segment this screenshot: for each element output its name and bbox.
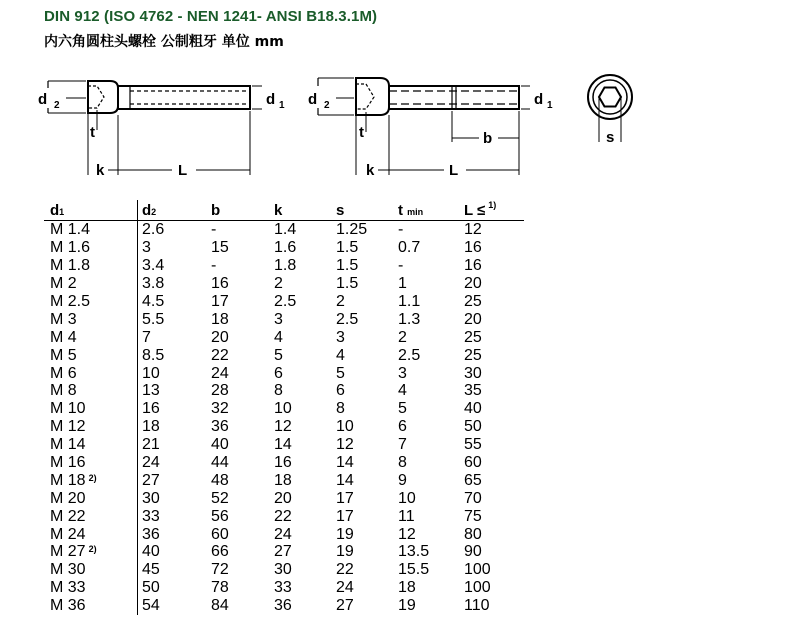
cell-t: 19 — [398, 597, 416, 615]
cell-d2: 50 — [142, 579, 160, 597]
cell-L: 75 — [464, 507, 482, 525]
cell-L: 50 — [464, 418, 482, 436]
table-row — [44, 489, 524, 507]
cell-b: 60 — [211, 525, 229, 543]
label-b-right: b — [483, 130, 493, 147]
cell-b: 18 — [211, 310, 229, 328]
cell-L: 25 — [464, 328, 482, 346]
label-L-right: L — [449, 162, 459, 179]
cell-k: 10 — [274, 400, 292, 418]
cell-L: 25 — [464, 346, 482, 364]
cell-d2: 27 — [142, 471, 160, 489]
cell-t: 18 — [398, 579, 416, 597]
cell-s: 1.25 — [336, 221, 368, 239]
column-header: s — [336, 200, 398, 221]
table-row — [44, 400, 524, 418]
cell-L: 100 — [464, 561, 491, 579]
column-header: t min — [398, 200, 464, 221]
cell-k: 30 — [274, 561, 292, 579]
label-d2-left: d — [38, 91, 48, 108]
label-k-right: k — [366, 162, 375, 179]
cell-d1: M 27 $^{2)}$ — [44, 543, 138, 561]
cell-d1: M 1.4 — [44, 221, 138, 239]
footnote-marker: 2) — [88, 472, 97, 483]
cell-k: 20 — [274, 489, 292, 507]
cell-b: 16 — [211, 275, 229, 293]
cell-L: 100 — [464, 579, 491, 597]
label-d1-right: d — [534, 91, 544, 108]
cell-d2: 33 — [142, 507, 160, 525]
cell-s: 14 — [336, 454, 354, 472]
cell-s: 22 — [336, 561, 354, 579]
cell-b: 28 — [211, 382, 229, 400]
table-row — [44, 275, 524, 293]
cell-d2: 21 — [142, 436, 160, 454]
cell-t: 3 — [398, 364, 407, 382]
cell-t: 1.1 — [398, 293, 421, 310]
table-row — [44, 436, 524, 454]
cell-t: 9 — [398, 471, 407, 489]
cell-d1: M 10 — [44, 400, 138, 418]
label-d1-left: d — [266, 91, 276, 108]
cell-s: 3 — [336, 328, 345, 346]
cell-k: 14 — [274, 436, 292, 454]
cell-s: 2.5 — [336, 310, 359, 328]
cell-d2: 8.5 — [142, 346, 165, 364]
cell-L: 60 — [464, 454, 482, 472]
cell-b: 84 — [211, 597, 229, 615]
cell-s: 1.5 — [336, 239, 359, 257]
page-title: DIN 912 (ISO 4762 - NEN 1241- ANSI B18.3.1M) — [44, 8, 378, 25]
cell-t: 2.5 — [398, 346, 421, 364]
dimension-table — [44, 200, 524, 615]
cell-d1: M 8 — [44, 382, 138, 400]
cell-d1: M 1.6 — [44, 239, 138, 257]
cell-d1: M 36 — [44, 597, 138, 615]
cell-t: 4 — [398, 382, 407, 400]
cell-k: 2 — [274, 275, 283, 293]
label-d1-right-sub: 1 — [547, 100, 553, 111]
label-d2-right-sub: 2 — [324, 100, 330, 111]
cell-k: 1.6 — [274, 239, 297, 257]
cell-s: 8 — [336, 400, 345, 418]
cell-b: 48 — [211, 471, 229, 489]
cell-d2: 18 — [142, 418, 160, 436]
cell-k: 1.4 — [274, 221, 297, 239]
cell-d1: M 30 — [44, 561, 138, 579]
cell-s: 14 — [336, 471, 354, 489]
label-s: s — [606, 129, 615, 146]
cell-b: 32 — [211, 400, 229, 418]
table-row — [44, 239, 524, 257]
cell-d2: 4.5 — [142, 293, 165, 310]
cell-t: - — [398, 257, 404, 275]
cell-L: 20 — [464, 275, 482, 293]
cell-t: 8 — [398, 454, 407, 472]
bolt-drawings — [0, 0, 800, 200]
cell-k: 16 — [274, 454, 292, 472]
cell-s: 17 — [336, 489, 354, 507]
cell-s: 5 — [336, 364, 345, 382]
cell-b: 72 — [211, 561, 229, 579]
cell-b: 22 — [211, 346, 229, 364]
table-row — [44, 561, 524, 579]
cell-t: 15.5 — [398, 561, 430, 579]
cell-b: 78 — [211, 579, 229, 597]
table-row — [44, 346, 524, 364]
cell-k: 5 — [274, 346, 283, 364]
cell-s: 4 — [336, 346, 345, 364]
label-d1-left-sub: 1 — [279, 100, 285, 111]
table-row — [44, 257, 524, 275]
cell-L: 20 — [464, 310, 482, 328]
cell-L: 110 — [464, 597, 490, 615]
cell-t: 6 — [398, 418, 407, 436]
table-row — [44, 597, 524, 615]
table-row — [44, 454, 524, 472]
cell-t: 1.3 — [398, 310, 421, 328]
column-header: d1 — [44, 200, 138, 221]
cell-L: 40 — [464, 400, 482, 418]
cell-s: 6 — [336, 382, 345, 400]
label-t-left: t — [90, 124, 95, 141]
cell-s: 27 — [336, 597, 354, 615]
cell-d2: 7 — [142, 328, 151, 346]
page-subtitle: 内六角圆柱头螺栓 公制粗牙 单位 mm — [44, 34, 284, 50]
cell-k: 1.8 — [274, 257, 297, 275]
cell-k: 2.5 — [274, 293, 297, 310]
cell-t: - — [398, 221, 404, 239]
cell-d2: 40 — [142, 543, 160, 561]
cell-L: 25 — [464, 293, 482, 310]
cell-L: 80 — [464, 525, 482, 543]
table-row — [44, 382, 524, 400]
cell-d1: M 2 — [44, 275, 138, 293]
cell-b: 20 — [211, 328, 229, 346]
cell-L: 30 — [464, 364, 482, 382]
cell-b: 56 — [211, 507, 229, 525]
cell-s: 10 — [336, 418, 354, 436]
cell-b: 40 — [211, 436, 229, 454]
label-d2-right: d — [308, 91, 318, 108]
cell-k: 12 — [274, 418, 292, 436]
cell-k: 18 — [274, 471, 292, 489]
label-L-left: L — [178, 162, 188, 179]
cell-d1: M 5 — [44, 346, 138, 364]
cell-L: 16 — [464, 239, 482, 257]
cell-d1: M 16 — [44, 454, 138, 472]
cell-b: 36 — [211, 418, 229, 436]
column-header: b — [211, 200, 274, 221]
cell-b: - — [211, 221, 217, 239]
cell-d1: M 18 $^{2)}$ — [44, 471, 138, 489]
cell-k: 22 — [274, 507, 292, 525]
table-row — [44, 328, 524, 346]
label-k-left: k — [96, 162, 105, 179]
cell-d1: M 4 — [44, 328, 138, 346]
cell-s: 2 — [336, 293, 345, 310]
cell-d1: M 2.5 — [44, 293, 138, 311]
column-header: d2 — [138, 200, 212, 221]
cell-L: 65 — [464, 471, 482, 489]
cell-b: 17 — [211, 293, 229, 310]
cell-d2: 3 — [142, 239, 151, 257]
cell-d2: 54 — [142, 597, 160, 615]
bolt-drawing-full-thread — [48, 81, 262, 175]
cell-s: 19 — [336, 525, 354, 543]
cell-d2: 45 — [142, 561, 160, 579]
table-row — [44, 543, 524, 561]
cell-t: 0.7 — [398, 239, 421, 257]
cell-k: 36 — [274, 597, 292, 615]
cell-t: 12 — [398, 525, 416, 543]
cell-k: 3 — [274, 310, 283, 328]
cell-d1: M 33 — [44, 579, 138, 597]
cell-t: 5 — [398, 400, 407, 418]
cell-d2: 5.5 — [142, 310, 165, 328]
cell-t: 10 — [398, 489, 416, 507]
cell-d1: M 22 — [44, 507, 138, 525]
cell-b: 15 — [211, 239, 229, 257]
cell-k: 33 — [274, 579, 292, 597]
cell-s: 19 — [336, 543, 354, 561]
cell-b: 44 — [211, 454, 229, 472]
table-row — [44, 418, 524, 436]
cell-k: 27 — [274, 543, 292, 561]
cell-d2: 16 — [142, 400, 160, 418]
cell-d1: M 12 — [44, 418, 138, 436]
cell-d2: 24 — [142, 454, 160, 472]
table-row — [44, 293, 524, 311]
cell-s: 1.5 — [336, 257, 359, 275]
cell-d2: 36 — [142, 525, 160, 543]
column-header: k — [274, 200, 336, 221]
cell-d1: M 1.8 — [44, 257, 138, 275]
table-row — [44, 310, 524, 328]
cell-k: 8 — [274, 382, 283, 400]
cell-d1: M 24 — [44, 525, 138, 543]
cell-s: 24 — [336, 579, 354, 597]
table-row — [44, 579, 524, 597]
cell-L: 55 — [464, 436, 482, 454]
cell-t: 7 — [398, 436, 407, 454]
cell-d1: M 14 — [44, 436, 138, 454]
label-d2-left-sub: 2 — [54, 100, 60, 111]
cell-L: 16 — [464, 257, 482, 275]
footnote-marker: 2) — [88, 544, 97, 555]
table-header-row — [44, 200, 524, 221]
cell-d1: M 3 — [44, 310, 138, 328]
table-row — [44, 525, 524, 543]
cell-t: 13.5 — [398, 543, 430, 561]
cell-k: 24 — [274, 525, 292, 543]
cell-d1: M 20 — [44, 489, 138, 507]
cell-d2: 30 — [142, 489, 160, 507]
table-row — [44, 471, 524, 489]
cell-d2: 13 — [142, 382, 160, 400]
cell-d2: 2.6 — [142, 221, 165, 239]
bolt-drawing-partial-thread — [318, 78, 530, 175]
cell-L: 90 — [464, 543, 482, 561]
cell-d2: 3.4 — [142, 257, 165, 275]
cell-L: 70 — [464, 489, 482, 507]
label-t-right: t — [359, 124, 364, 141]
cell-s: 1.5 — [336, 275, 359, 293]
cell-L: 35 — [464, 382, 482, 400]
cell-t: 11 — [398, 507, 415, 525]
cell-s: 17 — [336, 507, 354, 525]
cell-k: 6 — [274, 364, 283, 382]
cell-b: 52 — [211, 489, 229, 507]
cell-t: 1 — [398, 275, 407, 293]
table-row — [44, 507, 524, 525]
cell-s: 12 — [336, 436, 354, 454]
cell-t: 2 — [398, 328, 407, 346]
table-row — [44, 221, 524, 239]
column-header: L ≤ $^{1)}$ — [464, 200, 524, 221]
cell-b: 66 — [211, 543, 229, 561]
cell-L: 12 — [464, 221, 482, 239]
table-row — [44, 364, 524, 382]
cell-b: 24 — [211, 364, 229, 382]
cell-d2: 3.8 — [142, 275, 165, 293]
cell-d1: M 6 — [44, 364, 138, 382]
cell-k: 4 — [274, 328, 283, 346]
cell-d2: 10 — [142, 364, 160, 382]
cell-b: - — [211, 257, 217, 275]
